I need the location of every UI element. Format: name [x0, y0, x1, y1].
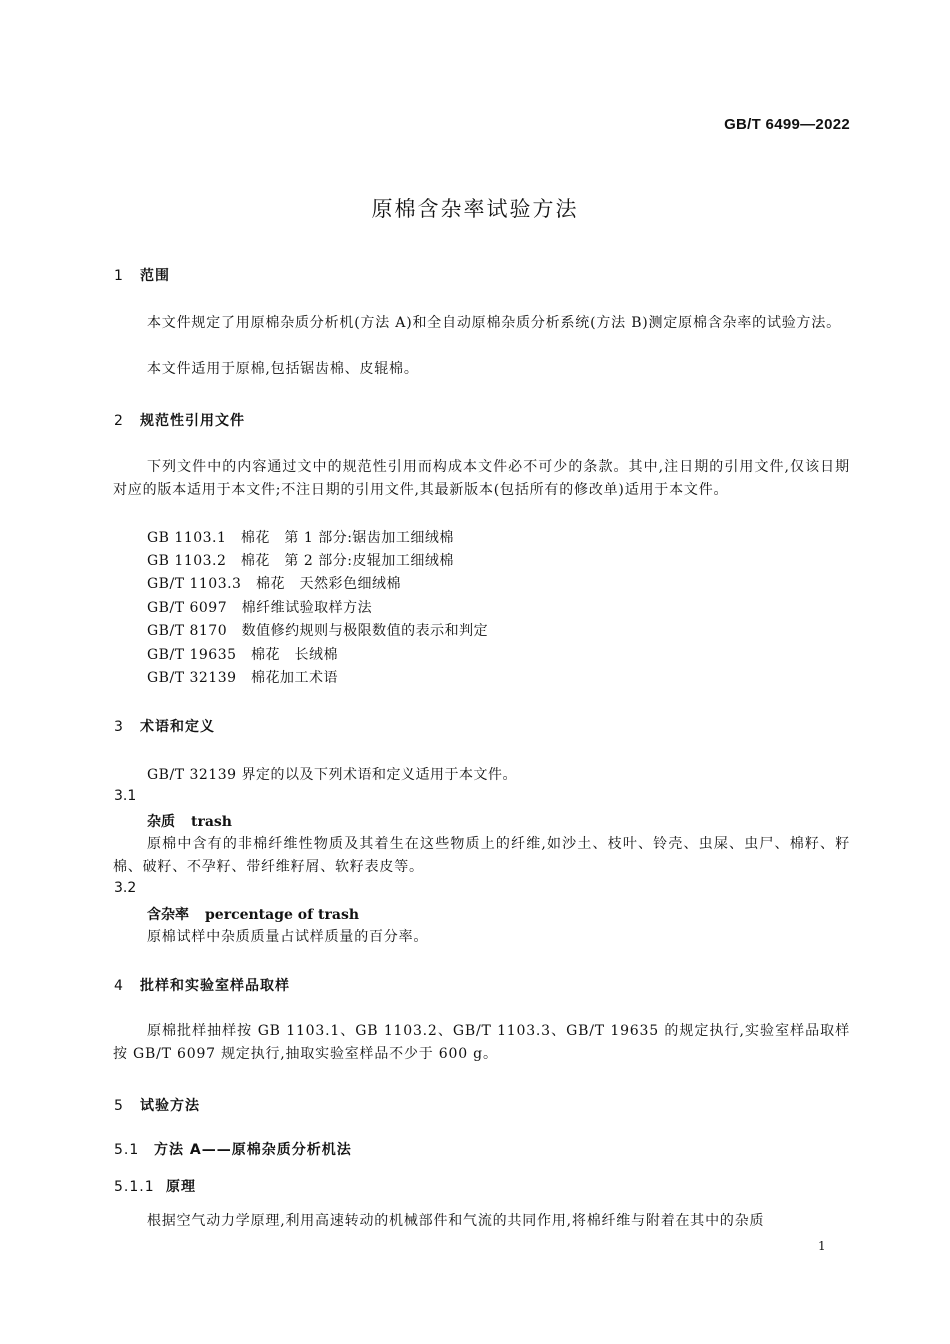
term-title — [147, 811, 232, 831]
section-title: 规范性引用文件 — [140, 413, 245, 429]
section-2-heading — [114, 410, 245, 430]
section-3-paragraph-1: GB/T 32139 界定的以及下列术语和定义适用于本文件。 — [147, 767, 517, 783]
section-number: 3 — [114, 719, 124, 735]
section-title: 方法 A——原棉杂质分析机法 — [154, 1142, 352, 1158]
reference-item: GB/T 19635 棉花 长绒棉 — [147, 647, 339, 663]
section-number: 5 — [114, 1098, 124, 1114]
section-5-heading — [114, 1095, 200, 1115]
term-number: 3.2 — [114, 880, 137, 896]
section-number: 5.1.1 — [114, 1179, 155, 1195]
section-number: 4 — [114, 978, 124, 994]
document-title: 原棉含杂率试验方法 — [371, 197, 579, 221]
term-definition: 原棉试样中杂质质量占试样质量的百分率。 — [147, 929, 429, 945]
section-title: 批样和实验室样品取样 — [140, 978, 290, 994]
section-number: 1 — [114, 268, 124, 284]
page-number: 1 — [818, 1239, 826, 1253]
section-title: 原理 — [166, 1179, 196, 1195]
section-2-paragraph-1: 下列文件中的内容通过文中的规范性引用而构成本文件必不可少的条款。其中,注日期的引用文件,仅该日期对应的版本适用于本文件;不注日期的引用文件,其最新版本(包括所有的修改单)适用于本文件。 — [113, 459, 850, 498]
standard-number: GB/T 6499—2022 — [724, 116, 850, 133]
subsection-5-1-1-heading — [114, 1176, 196, 1196]
term-english: trash — [191, 814, 232, 830]
reference-item: GB 1103.2 棉花 第 2 部分:皮辊加工细绒棉 — [147, 553, 454, 569]
section-number: 5.1 — [114, 1142, 140, 1158]
term-chinese: 含杂率 — [147, 907, 189, 923]
term-english: percentage of trash — [205, 907, 359, 923]
term-definition: 原棉中含有的非棉纤维性物质及其着生在这些物质上的纤维,如沙土、枝叶、铃壳、虫屎、虫尸、棉籽、籽棉、破籽、不孕籽、带纤维籽屑、软籽表皮等。 — [113, 836, 850, 875]
section-title: 范围 — [140, 268, 170, 284]
section-1-heading — [114, 265, 170, 285]
section-3-heading — [114, 716, 215, 736]
reference-item: GB 1103.1 棉花 第 1 部分:锯齿加工细绒棉 — [147, 530, 454, 546]
reference-item: GB/T 1103.3 棉花 天然彩色细绒棉 — [147, 576, 401, 592]
reference-item: GB/T 8170 数值修约规则与极限数值的表示和判定 — [147, 623, 489, 639]
section-4-paragraph-1: 原棉批样抽样按 GB 1103.1、GB 1103.2、GB/T 1103.3、GB/T 19635 的规定执行,实验室样品取样按 GB/T 6097 规定执行,抽取实验室样品不少于 600 g。 — [113, 1023, 850, 1062]
term-title — [147, 904, 359, 924]
reference-item: GB/T 6097 棉纤维试验取样方法 — [147, 600, 373, 616]
section-1-paragraph-1: 本文件规定了用原棉杂质分析机(方法 A)和全自动原棉杂质分析系统(方法 B)测定原棉含杂率的试验方法。 — [147, 315, 841, 331]
term-chinese: 杂质 — [147, 814, 175, 830]
section-title: 术语和定义 — [140, 719, 215, 735]
section-title: 试验方法 — [140, 1098, 200, 1114]
section-4-heading — [114, 975, 290, 995]
term-number: 3.1 — [114, 788, 137, 804]
section-1-paragraph-2: 本文件适用于原棉,包括锯齿棉、皮辊棉。 — [147, 361, 419, 377]
section-5-paragraph-1: 根据空气动力学原理,利用高速转动的机械部件和气流的共同作用,将棉纤维与附着在其中的杂质 — [147, 1213, 765, 1229]
reference-item: GB/T 32139 棉花加工术语 — [147, 670, 339, 686]
section-number: 2 — [114, 413, 124, 429]
subsection-5-1-heading — [114, 1139, 352, 1159]
